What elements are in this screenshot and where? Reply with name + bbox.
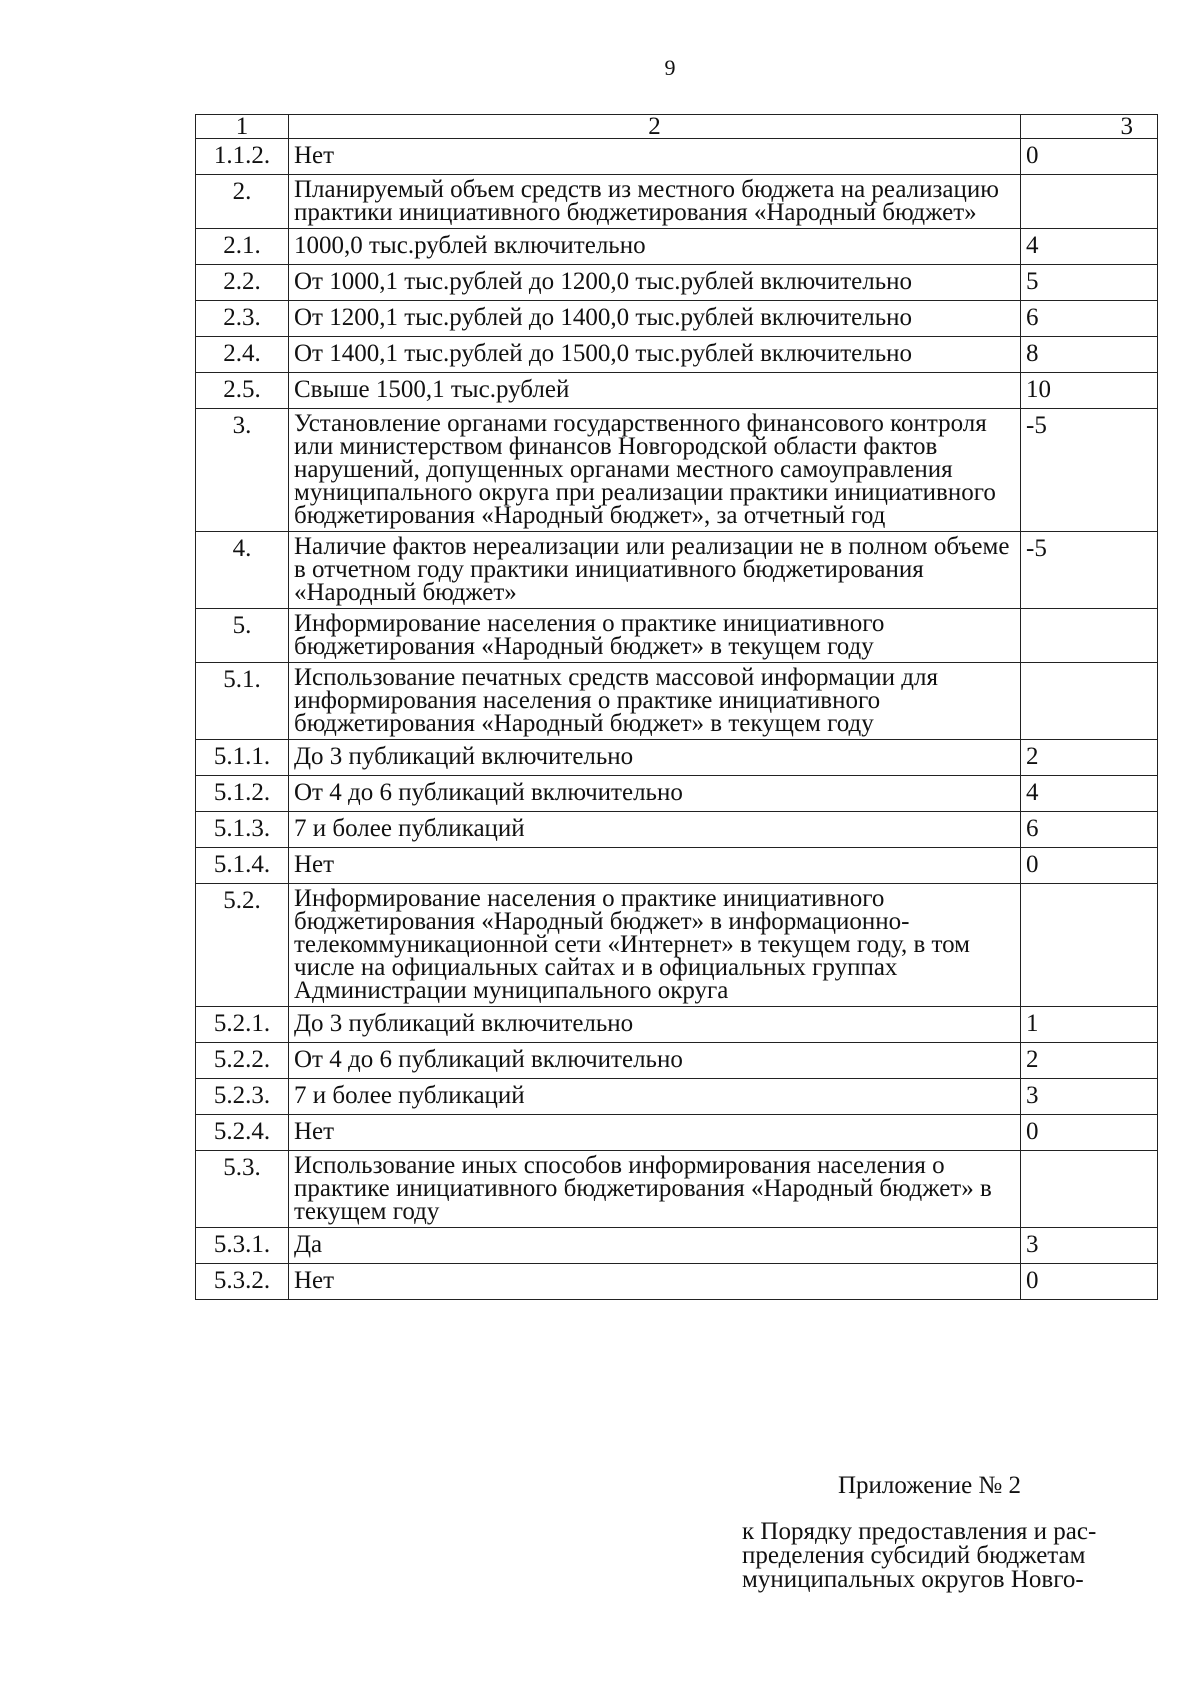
row-points: 1 bbox=[1021, 1007, 1158, 1043]
appendix-reference-line: пределения субсидий бюджетам bbox=[742, 1542, 1086, 1569]
row-criterion: 7 и более публикаций bbox=[289, 1079, 1021, 1115]
row-points bbox=[1021, 884, 1158, 1007]
row-criterion: До 3 публикаций включительно bbox=[289, 740, 1021, 776]
row-points: 2 bbox=[1021, 740, 1158, 776]
row-points: 0 bbox=[1021, 1264, 1158, 1300]
table-row bbox=[196, 740, 1158, 776]
row-criterion: Свыше 1500,1 тыс.рублей bbox=[289, 373, 1021, 409]
row-points bbox=[1021, 663, 1158, 740]
table-row bbox=[196, 337, 1158, 373]
table-row bbox=[196, 609, 1158, 663]
row-points: 4 bbox=[1021, 776, 1158, 812]
table-row bbox=[196, 663, 1158, 740]
row-points bbox=[1021, 1151, 1158, 1228]
table-row bbox=[196, 1043, 1158, 1079]
row-criterion: Информирование населения о практике инициативного бюджетирования «Народный бюджет» в информационно-телекоммуникационной сети «Интернет» в текущем году, в том числе на официальных сайтах и в официальных группах Администрации муниципального округа bbox=[289, 884, 1021, 1007]
row-points: 2 bbox=[1021, 1043, 1158, 1079]
row-points: 0 bbox=[1021, 139, 1158, 175]
row-points: 3 bbox=[1021, 1079, 1158, 1115]
table-row bbox=[196, 884, 1158, 1007]
row-number: 2.4. bbox=[196, 337, 289, 373]
row-number: 5.2. bbox=[196, 884, 289, 1007]
table-row bbox=[196, 139, 1158, 175]
row-number: 5.2.4. bbox=[196, 1115, 289, 1151]
row-number: 5.1.1. bbox=[196, 740, 289, 776]
criteria-table bbox=[195, 114, 1158, 1300]
row-number: 5.2.2. bbox=[196, 1043, 289, 1079]
table-row bbox=[196, 301, 1158, 337]
row-criterion: Нет bbox=[289, 1115, 1021, 1151]
row-criterion: Нет bbox=[289, 139, 1021, 175]
row-criterion: От 4 до 6 публикаций включительно bbox=[289, 1043, 1021, 1079]
row-criterion: Наличие фактов нереализации или реализации не в полном объеме в отчетном году практики инициативного бюджетирования «Народный бюджет» bbox=[289, 532, 1021, 609]
table-row bbox=[196, 175, 1158, 229]
row-criterion: Нет bbox=[289, 1264, 1021, 1300]
row-number: 5.1. bbox=[196, 663, 289, 740]
row-number: 5. bbox=[196, 609, 289, 663]
row-number: 5.1.3. bbox=[196, 812, 289, 848]
row-points: 8 bbox=[1021, 337, 1158, 373]
table-row bbox=[196, 1151, 1158, 1228]
row-points: 10 bbox=[1021, 373, 1158, 409]
row-criterion: 7 и более публикаций bbox=[289, 812, 1021, 848]
row-points: -5 bbox=[1021, 409, 1158, 532]
table-row bbox=[196, 812, 1158, 848]
row-criterion: Да bbox=[289, 1228, 1021, 1264]
page-number: 9 bbox=[664, 55, 676, 80]
row-number: 5.3.1. bbox=[196, 1228, 289, 1264]
row-number: 2.3. bbox=[196, 301, 289, 337]
row-points: -5 bbox=[1021, 532, 1158, 609]
row-number: 2. bbox=[196, 175, 289, 229]
criteria-table-body bbox=[196, 115, 1158, 1300]
table-row bbox=[196, 373, 1158, 409]
row-criterion: 1000,0 тыс.рублей включительно bbox=[289, 229, 1021, 265]
row-criterion: Установление органами государственного финансового контроля или министерством финансов Новгородской области фактов нарушений, допущенных органами местного самоуправления муниципального округа при реализации практики инициативного бюджетирования «Народный бюджет», за отчетный год bbox=[289, 409, 1021, 532]
row-number: 2.1. bbox=[196, 229, 289, 265]
row-points: 0 bbox=[1021, 1115, 1158, 1151]
row-points: 6 bbox=[1021, 812, 1158, 848]
row-number: 5.3.2. bbox=[196, 1264, 289, 1300]
row-criterion: От 1200,1 тыс.рублей до 1400,0 тыс.рублей включительно bbox=[289, 301, 1021, 337]
table-row bbox=[196, 409, 1158, 532]
header-col-2: 2 bbox=[289, 115, 1021, 139]
appendix-reference bbox=[742, 1520, 1142, 1592]
row-criterion: От 1000,1 тыс.рублей до 1200,0 тыс.рублей включительно bbox=[289, 265, 1021, 301]
table-row bbox=[196, 1115, 1158, 1151]
row-criterion: Нет bbox=[289, 848, 1021, 884]
row-criterion: До 3 публикаций включительно bbox=[289, 1007, 1021, 1043]
row-criterion: Использование иных способов информирования населения о практике инициативного бюджетирования «Народный бюджет» в текущем году bbox=[289, 1151, 1021, 1228]
appendix-title: Приложение № 2 bbox=[838, 1472, 1022, 1499]
row-number: 2.5. bbox=[196, 373, 289, 409]
row-points: 6 bbox=[1021, 301, 1158, 337]
row-number: 1.1.2. bbox=[196, 139, 289, 175]
table-header-row bbox=[196, 115, 1158, 139]
row-points: 3 bbox=[1021, 1228, 1158, 1264]
row-number: 5.2.3. bbox=[196, 1079, 289, 1115]
row-points: 0 bbox=[1021, 848, 1158, 884]
row-criterion: От 1400,1 тыс.рублей до 1500,0 тыс.рублей включительно bbox=[289, 337, 1021, 373]
row-number: 5.1.4. bbox=[196, 848, 289, 884]
row-number: 5.3. bbox=[196, 1151, 289, 1228]
table-row bbox=[196, 1228, 1158, 1264]
table-row bbox=[196, 265, 1158, 301]
row-points bbox=[1021, 609, 1158, 663]
row-number: 5.1.2. bbox=[196, 776, 289, 812]
table-row bbox=[196, 1007, 1158, 1043]
header-col-1: 1 bbox=[196, 115, 289, 139]
appendix-reference-line: муниципальных округов Новго- bbox=[742, 1566, 1084, 1593]
row-criterion: Информирование населения о практике инициативного бюджетирования «Народный бюджет» в текущем году bbox=[289, 609, 1021, 663]
header-col-3: 3 bbox=[1021, 115, 1158, 139]
table-row bbox=[196, 776, 1158, 812]
row-number: 5.2.1. bbox=[196, 1007, 289, 1043]
table-row bbox=[196, 229, 1158, 265]
row-criterion: Использование печатных средств массовой информации для информирования населения о практике инициативного бюджетирования «Народный бюджет» в текущем году bbox=[289, 663, 1021, 740]
appendix-reference-line: к Порядку предоставления и рас- bbox=[742, 1518, 1097, 1545]
row-points: 5 bbox=[1021, 265, 1158, 301]
table-row bbox=[196, 1079, 1158, 1115]
table-row bbox=[196, 848, 1158, 884]
table-row bbox=[196, 532, 1158, 609]
row-points bbox=[1021, 175, 1158, 229]
row-number: 4. bbox=[196, 532, 289, 609]
row-number: 2.2. bbox=[196, 265, 289, 301]
table-row bbox=[196, 1264, 1158, 1300]
row-number: 3. bbox=[196, 409, 289, 532]
row-criterion: Планируемый объем средств из местного бюджета на реализацию практики инициативного бюджетирования «Народный бюджет» bbox=[289, 175, 1021, 229]
row-criterion: От 4 до 6 публикаций включительно bbox=[289, 776, 1021, 812]
row-points: 4 bbox=[1021, 229, 1158, 265]
